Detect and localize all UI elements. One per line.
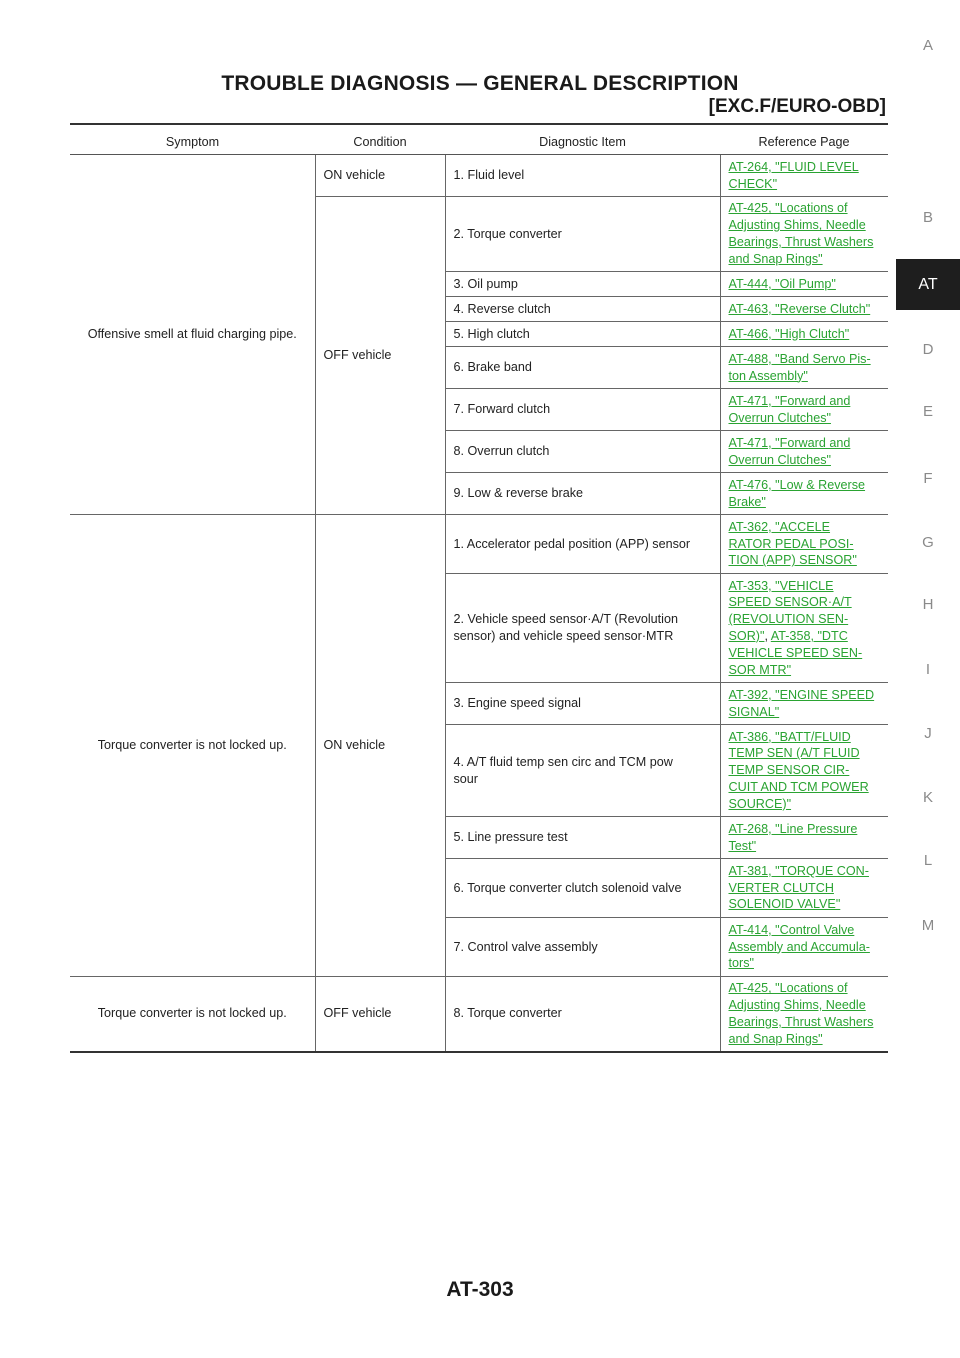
reference-link[interactable]: AT-471, "Forward and xyxy=(728,435,851,450)
symptom-cell: Torque converter is not locked up. xyxy=(70,515,315,977)
diagnostic-item-cell: 1. Fluid level xyxy=(445,155,720,197)
reference-link[interactable]: Adjusting Shims, Needle xyxy=(728,218,866,233)
reference-link[interactable]: AT-414, "Control Valve xyxy=(728,922,855,937)
diagnostic-item-cell: 5. Line pressure test xyxy=(445,817,720,859)
col-header-symptom: Symptom xyxy=(70,130,315,155)
reference-link[interactable]: and Snap Rings" xyxy=(728,1031,823,1046)
reference-cell xyxy=(720,197,888,272)
diagnosis-table xyxy=(70,130,888,1053)
reference-link[interactable]: AT-488, "Band Servo Pis- xyxy=(728,351,871,366)
reference-cell xyxy=(720,473,888,515)
section-index xyxy=(896,0,960,1358)
header-rule xyxy=(70,123,888,125)
section-index-h[interactable]: H xyxy=(922,596,934,613)
condition-cell: OFF vehicle xyxy=(315,197,445,515)
table-row xyxy=(70,977,888,1052)
reference-cell xyxy=(720,297,888,322)
diagnostic-item-cell: 8. Torque converter xyxy=(445,977,720,1052)
section-index-j[interactable]: J xyxy=(924,725,932,742)
reference-link[interactable]: Bearings, Thrust Washers xyxy=(728,235,874,249)
reference-link[interactable]: AT-425, "Locations of xyxy=(728,201,848,216)
reference-link[interactable]: CUIT AND TCM POWER xyxy=(728,779,869,794)
reference-cell xyxy=(720,918,888,977)
condition-cell: OFF vehicle xyxy=(315,977,445,1052)
condition-cell: ON vehicle xyxy=(315,515,445,977)
reference-cell xyxy=(720,389,888,431)
reference-cell xyxy=(720,431,888,473)
diagnostic-item-cell: 2. Torque converter xyxy=(445,197,720,272)
reference-link[interactable]: Overrun Clutches" xyxy=(728,410,831,425)
table-row xyxy=(70,515,888,574)
reference-link[interactable]: SIGNAL" xyxy=(728,704,780,719)
reference-link[interactable]: SOLENOID VALVE" xyxy=(728,897,841,912)
reference-cell xyxy=(720,155,888,197)
reference-link[interactable]: AT-268, "Line Pressure xyxy=(728,821,858,836)
diagnostic-item-cell: 6. Brake band xyxy=(445,347,720,389)
section-index-d[interactable]: D xyxy=(922,341,934,358)
page-number: AT-303 xyxy=(446,1278,514,1301)
col-header-diagnostic-item: Diagnostic Item xyxy=(445,130,720,155)
reference-link[interactable]: SOURCE)" xyxy=(728,796,792,811)
reference-link[interactable]: Brake" xyxy=(728,494,766,509)
reference-link[interactable]: TION (APP) SENSOR" xyxy=(728,553,857,568)
table-header-row xyxy=(70,130,888,155)
reference-link[interactable]: SOR)" xyxy=(728,629,765,643)
reference-link[interactable]: TEMP SEN (A/T FLUID xyxy=(728,746,860,761)
reference-link[interactable]: TEMP SENSOR CIR- xyxy=(728,763,850,778)
reference-link[interactable]: VEHICLE SPEED SEN- xyxy=(728,645,863,660)
section-index-l[interactable]: L xyxy=(923,852,933,869)
reference-link[interactable]: AT-358, "DTC xyxy=(770,629,848,643)
reference-link[interactable]: AT-444, "Oil Pump" xyxy=(728,276,836,291)
reference-link[interactable]: Test" xyxy=(728,838,757,853)
reference-link[interactable]: AT-471, "Forward and xyxy=(728,393,851,408)
reference-cell: AT-353, "VEHICLE SPEED SENSOR·A/T (REVOLUTION SEN- SOR)", AT-358, "DTC VEHICLE SPEED SEN- SOR MTR" xyxy=(720,574,888,683)
reference-cell xyxy=(720,347,888,389)
section-index-b[interactable]: B xyxy=(922,209,933,226)
section-index-at[interactable]: AT xyxy=(896,259,960,310)
reference-link[interactable]: AT-463, "Reverse Clutch" xyxy=(728,301,871,316)
section-index-f[interactable]: F xyxy=(923,470,933,487)
diagnostic-item-cell: 1. Accelerator pedal position (APP) sensor xyxy=(445,515,720,574)
reference-cell xyxy=(720,977,888,1052)
diagnostic-item-cell: 4. Reverse clutch xyxy=(445,297,720,322)
reference-link[interactable]: Assembly and Accumula- xyxy=(728,939,870,954)
section-index-e[interactable]: E xyxy=(922,403,933,420)
reference-link[interactable]: CHECK" xyxy=(728,176,778,191)
reference-cell xyxy=(720,272,888,297)
diagnostic-item-cell: 3. Engine speed signal xyxy=(445,683,720,725)
section-index-g[interactable]: G xyxy=(922,534,934,551)
diagnostic-item-cell: 2. Vehicle speed sensor·A/T (Revolution sensor) and vehicle speed sensor·MTR xyxy=(445,574,720,683)
diagnostic-item-cell: 6. Torque converter clutch solenoid valve xyxy=(445,859,720,918)
reference-link[interactable]: AT-362, "ACCELE xyxy=(728,519,831,534)
reference-link[interactable]: AT-466, "High Clutch" xyxy=(728,326,850,341)
reference-cell xyxy=(720,725,888,817)
reference-cell xyxy=(720,515,888,574)
reference-cell xyxy=(720,683,888,725)
section-index-i[interactable]: I xyxy=(925,661,931,678)
diagnostic-item-cell: 3. Oil pump xyxy=(445,272,720,297)
reference-link[interactable]: SPEED SENSOR·A/T xyxy=(728,595,852,610)
page-subtitle: [EXC.F/EURO-OBD] xyxy=(708,96,886,117)
page-title: TROUBLE DIAGNOSIS — GENERAL DESCRIPTION xyxy=(221,72,739,95)
reference-cell xyxy=(720,859,888,918)
reference-link[interactable]: ton Assembly" xyxy=(728,368,808,383)
diagnostic-item-cell: 5. High clutch xyxy=(445,322,720,347)
reference-link[interactable]: Overrun Clutches" xyxy=(728,452,831,467)
section-index-a[interactable]: A xyxy=(922,37,933,54)
reference-link[interactable]: AT-353, "VEHICLE xyxy=(728,578,834,593)
diagnostic-item-cell: 7. Forward clutch xyxy=(445,389,720,431)
section-index-m[interactable]: M xyxy=(921,917,935,934)
table-row xyxy=(70,155,888,197)
reference-link[interactable]: AT-386, "BATT/FLUID xyxy=(728,729,851,744)
reference-link[interactable]: AT-476, "Low & Reverse xyxy=(728,477,866,492)
col-header-condition: Condition xyxy=(315,130,445,155)
diagnostic-item-cell: 8. Overrun clutch xyxy=(445,431,720,473)
reference-link[interactable]: AT-264, "FLUID LEVEL xyxy=(728,159,859,174)
reference-cell xyxy=(720,322,888,347)
reference-link[interactable]: VERTER CLUTCH xyxy=(728,880,834,895)
reference-link[interactable]: AT-425, "Locations of xyxy=(728,981,848,996)
reference-link[interactable]: AT-381, "TORQUE CON- xyxy=(728,863,869,878)
section-index-k[interactable]: K xyxy=(922,789,933,806)
symptom-cell: Torque converter is not locked up. xyxy=(70,977,315,1052)
condition-cell: ON vehicle xyxy=(315,155,445,197)
reference-link[interactable]: tors" xyxy=(728,956,754,971)
reference-link[interactable]: (REVOLUTION SEN- xyxy=(728,612,849,627)
reference-link[interactable]: RATOR PEDAL POSI- xyxy=(728,536,854,551)
reference-link[interactable]: Adjusting Shims, Needle xyxy=(728,997,866,1012)
diagnostic-item-cell: 9. Low & reverse brake xyxy=(445,473,720,515)
diagnostic-item-cell: 7. Control valve assembly xyxy=(445,918,720,977)
reference-link[interactable]: and Snap Rings" xyxy=(728,251,823,266)
reference-link[interactable]: Bearings, Thrust Washers xyxy=(728,1014,874,1029)
reference-link[interactable]: AT-392, "ENGINE SPEED xyxy=(728,687,875,702)
col-header-reference-page: Reference Page xyxy=(720,130,888,155)
reference-cell xyxy=(720,817,888,859)
diagnostic-item-cell: 4. A/T fluid temp sen circ and TCM pow sour xyxy=(445,725,720,817)
reference-link[interactable]: SOR MTR" xyxy=(728,662,792,677)
symptom-cell: Offensive smell at fluid charging pipe. xyxy=(70,155,315,515)
